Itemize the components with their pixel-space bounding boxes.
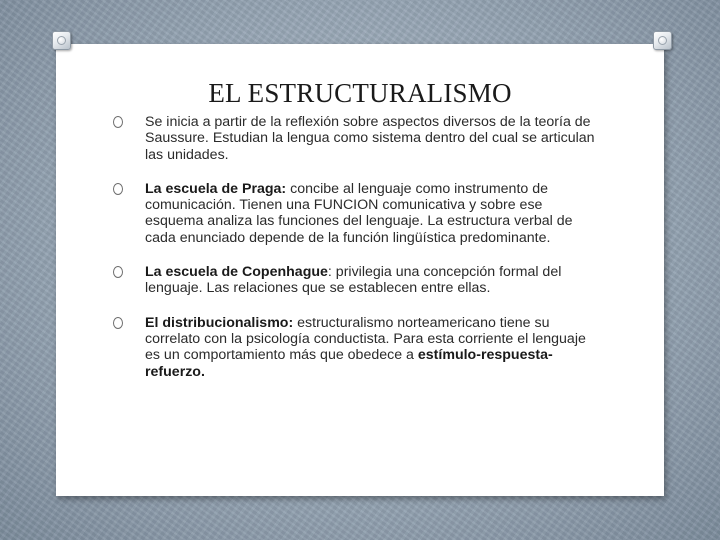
pushpin-right-icon — [653, 31, 672, 50]
bullet-lead: La escuela de Copenhague — [145, 264, 328, 281]
slide-title: EL ESTRUCTURALISMO — [208, 78, 512, 108]
hollow-circle-bullet-icon — [113, 183, 123, 195]
bullet-item-distribucionalismo — [113, 315, 603, 380]
hollow-circle-bullet-icon — [113, 266, 123, 278]
bullet-lead: La escuela de Praga: — [145, 180, 287, 197]
bullet-text: : privilegia una concepción formal del lenguaje. Las relaciones que se establecen entre ellas. — [145, 264, 562, 297]
pushpin-left-icon — [52, 31, 71, 50]
bullet-text: estructuralismo norteamericano tiene su correlato con la psicología conductista. Para esta corriente el lenguaje es un comportamiento más que obedece a — [145, 314, 586, 364]
bullet-text: concibe al lenguaje como instrumento de comunicación. Tienen una FUNCION comunicativa y sobre ese esquema analiza las funciones del lenguaje. La estructura verbal de cada enunciado depende de la función lingüística predominante. — [145, 180, 573, 246]
bullet-list — [113, 114, 603, 398]
bullet-text: Se inicia a partir de la reflexión sobre aspectos diversos de la teoría de Saussure. Estudian la lengua como sistema dentro del cual se articulan las unidades. — [145, 114, 595, 163]
bullet-lead: El distribucionalismo: — [145, 314, 294, 331]
bullet-item-copenhague — [113, 264, 603, 297]
bullet-item-praga — [113, 181, 603, 246]
bullet-emphasis: estímulo-respuesta-refuerzo. — [145, 347, 553, 380]
bullet-item-saussure — [113, 114, 603, 163]
hollow-circle-bullet-icon — [113, 116, 123, 128]
hollow-circle-bullet-icon — [113, 317, 123, 329]
